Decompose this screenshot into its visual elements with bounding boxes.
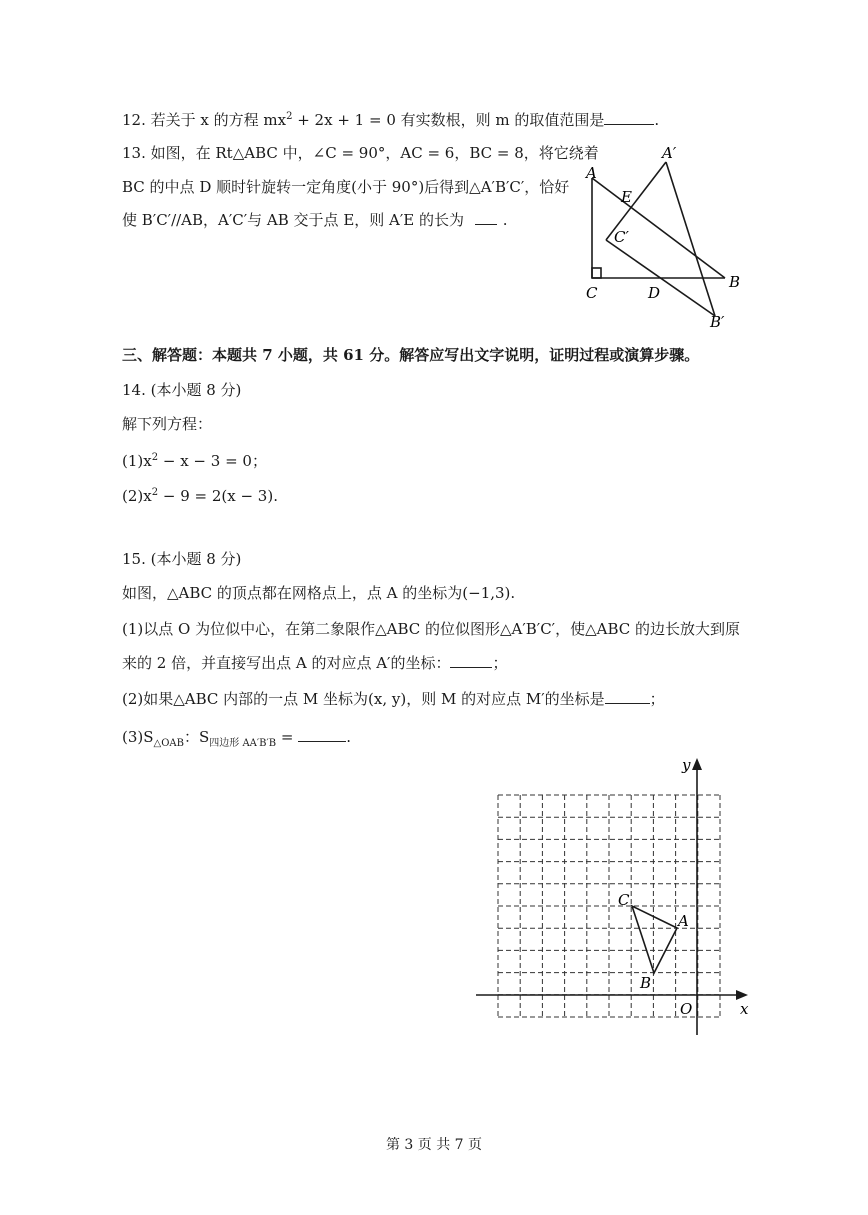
label-origin: O: [680, 1000, 693, 1018]
q15-part2: (2)如果△ABC 内部的一点 M 坐标为(x, y)，则 M 的对应点 M′的坐标是 ；: [122, 690, 665, 708]
q15-header: 15. (本小题 8 分): [122, 550, 242, 568]
label-b-prime: B′: [710, 313, 725, 331]
q13-figure: [570, 140, 750, 335]
q14-equation-2: $(2)x^2 - 9 = 2(x - 3)$.: [122, 487, 278, 505]
q15-part2-blank[interactable]: [605, 689, 650, 704]
page-footer: 第 3 页 共 7 页: [385, 1137, 483, 1153]
q13-line2: BC 的中点 D 顺时针旋转一定角度(小于 90°)后得到△A′B′C′，恰好: [122, 178, 570, 196]
right-angle-mark: [592, 268, 601, 278]
label-d: D: [648, 284, 661, 302]
section-heading: 三、解答题：本题共 7 小题，共 61 分。解答应写出文字说明，证明过程或演算步骤。: [122, 346, 700, 364]
q12-answer-blank[interactable]: [604, 110, 654, 125]
dashed-grid: [498, 795, 720, 1017]
q15-part1-line1: (1)以点 O 为位似中心，在第二象限作△ABC 的位似图形△A′B′C′，使△ABC 的边长放大到原: [122, 620, 740, 638]
q14-equation-1: $(1)x^2 - x - 3 = 0$；: [122, 452, 267, 470]
label-x: x: [740, 1000, 749, 1018]
q13-line1: 13. 如图，在 Rt△ABC 中，∠C = 90°，AC = 6，BC = 8，将它绕着: [122, 144, 599, 162]
label-b: B: [640, 974, 652, 992]
label-a-prime: A′: [662, 144, 677, 162]
label-y: y: [682, 756, 691, 774]
triangle-abc: [632, 906, 677, 973]
label-b: B: [729, 273, 741, 291]
q13-answer-blank[interactable]: [475, 210, 497, 225]
q13-line3: 使 B′C′//AB，A′C′与 AB 交于点 E，则 A′E 的长为 .: [122, 211, 508, 229]
q15-part1-blank[interactable]: [450, 653, 492, 668]
q15-part3-blank[interactable]: [298, 727, 346, 742]
label-e: E: [621, 188, 632, 206]
q15-grid-figure: [470, 752, 760, 1042]
q15-part1-line2: 来的 2 倍，并直接写出点 A 的对应点 A′的坐标： ；: [122, 654, 508, 672]
q14-instruction: 解下列方程：: [122, 415, 213, 433]
q12-text: 12. 若关于 x 的方程 $mx^2 + 2x + 1 = 0$ 有实数根，则 m 的取值范围是 .: [122, 111, 660, 129]
segment-ab: [592, 178, 725, 278]
label-c-prime: C′: [614, 228, 629, 246]
label-a: A: [586, 164, 597, 182]
label-c: C: [586, 284, 598, 302]
q15-part3: $(3)S_{\triangle OAB}$：$S_{四边形 AA'B'B}$ = .: [122, 728, 352, 749]
q15-intro: 如图，△ABC 的顶点都在网格点上，点 A 的坐标为(−1,3).: [122, 584, 516, 602]
x-axis-arrow: [736, 990, 748, 1000]
q14-header: 14. (本小题 8 分): [122, 381, 242, 399]
label-a: A: [678, 912, 689, 930]
y-axis-arrow: [692, 758, 702, 770]
label-c: C: [618, 891, 630, 909]
